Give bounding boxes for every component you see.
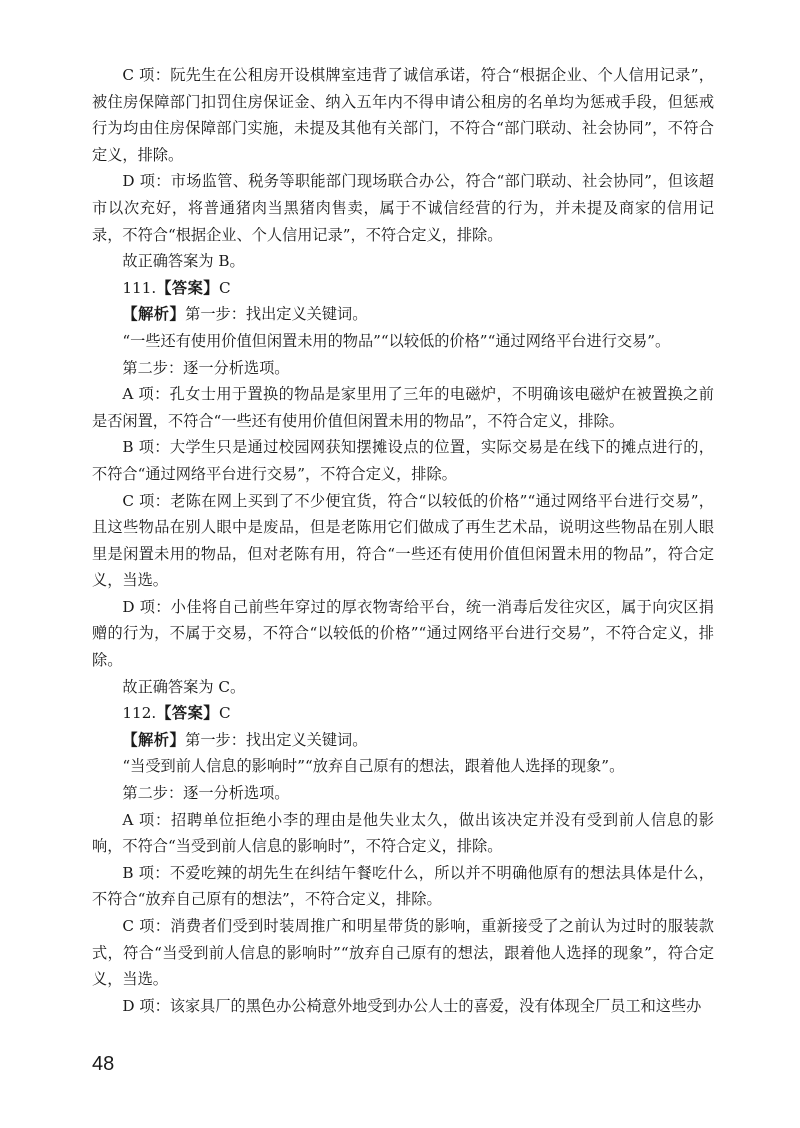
- paragraph-d-option-q110: D 项：市场监管、税务等职能部门现场联合办公，符合“部门联动、社会协同”，但该超市以次充好，将普通猪肉当黑猪肉售卖，属于不诚信经营的行为，并未提及商家的信用记录，不符合“根据企业、个人信用记录”，不符合定义，排除。: [92, 172, 714, 244]
- question-112-answer-label: 【答案】: [156, 704, 219, 723]
- question-112-step-one: 第一步：找出定义关键词。: [185, 730, 368, 749]
- page-number: 48: [92, 1053, 115, 1075]
- paragraph-keywords-q112: “当受到前人信息的影响时”“放弃自己原有的想法，跟着他人选择的现象”。: [122, 757, 625, 776]
- question-112-analysis-label: 【解析】: [122, 730, 186, 749]
- paragraph-step-two-q112: 第二步：逐一分析选项。: [122, 784, 290, 803]
- question-111-step-one: 第一步：找出定义关键词。: [185, 305, 368, 324]
- question-112-number: 112.: [122, 704, 157, 723]
- question-112-answer-line: [92, 700, 714, 727]
- paragraph-c-option-q111: C 项：老陈在网上买到了不少便宜货，符合“以较低的价格”“通过网络平台进行交易”，且这些物品在别人眼中是废品，但是老陈用它们做成了再生艺术品，说明这些物品在别人眼里是闲置未用的物品，但对老陈有用，符合“一些还有使用价值但闲置未用的物品”，符合定义，当选。: [92, 491, 714, 590]
- paragraph-keywords-q111: “一些还有使用价值但闲置未用的物品”“以较低的价格”“通过网络平台进行交易”。: [122, 331, 671, 350]
- paragraph-step-two-q111: 第二步：逐一分析选项。: [122, 358, 290, 377]
- question-111-analysis-label: 【解析】: [122, 305, 186, 324]
- question-111-analysis-line: [92, 301, 714, 328]
- paragraph-d-option-q112: D 项：该家具厂的黑色办公椅意外地受到办公人士的喜爱，没有体现全厂员工和这些办: [122, 996, 702, 1015]
- paragraph-correct-answer-q111: 故正确答案为 C。: [122, 677, 246, 696]
- question-111-answer-label: 【答案】: [156, 278, 219, 297]
- paragraph-b-option-q112: B 项：不爱吃辣的胡先生在纠结午餐吃什么，所以并不明确他原有的想法具体是什么，不符合“放弃自己原有的想法”，不符合定义，排除。: [92, 863, 714, 909]
- paragraph-correct-answer-q110: 故正确答案为 B。: [122, 252, 245, 271]
- paragraph-c-option-q112: C 项：消费者们受到时装周推广和明星带货的影响，重新接受了之前认为过时的服装款式，符合“当受到前人信息的影响时”“放弃自己原有的想法，跟着他人选择的现象”，符合定义，当选。: [92, 917, 714, 989]
- question-111-number: 111.: [122, 278, 157, 297]
- page-content: [92, 62, 714, 1019]
- paragraph-c-option-q110: C 项：阮先生在公租房开设棋牌室违背了诚信承诺，符合“根据企业、个人信用记录”，被住房保障部门扣罚住房保证金、纳入五年内不得申请公租房的名单均为惩戒手段，但惩戒行为均由住房保障部门实施，未提及其他有关部门，不符合“部门联动、社会协同”，不符合定义，排除。: [92, 66, 714, 164]
- paragraph-a-option-q111: A 项：孔女士用于置换的物品是家里用了三年的电磁炉，不明确该电磁炉在被置换之前是否闲置，不符合“一些还有使用价值但闲置未用的物品”，不符合定义，排除。: [92, 385, 714, 430]
- question-112-analysis-line: [92, 727, 714, 754]
- paragraph-b-option-q111: B 项：大学生只是通过校园网获知摆摊设点的位置，实际交易是在线下的摊点进行的，不符合“通过网络平台进行交易”，不符合定义，排除。: [92, 438, 714, 483]
- question-112-answer-value: C: [218, 704, 231, 723]
- question-111-answer-value: C: [218, 278, 231, 297]
- paragraph-a-option-q112: A 项：招聘单位拒绝小李的理由是他失业太久，做出该决定并没有受到前人信息的影响，不符合“当受到前人信息的影响时”，不符合定义，排除。: [92, 810, 714, 856]
- question-111-answer-line: [92, 275, 714, 302]
- paragraph-d-option-q111: D 项：小佳将自己前些年穿过的厚衣物寄给平台，统一消毒后发往灾区，属于向灾区捐赠的行为，不属于交易，不符合“以较低的价格”“通过网络平台进行交易”，不符合定义，排除。: [92, 597, 714, 670]
